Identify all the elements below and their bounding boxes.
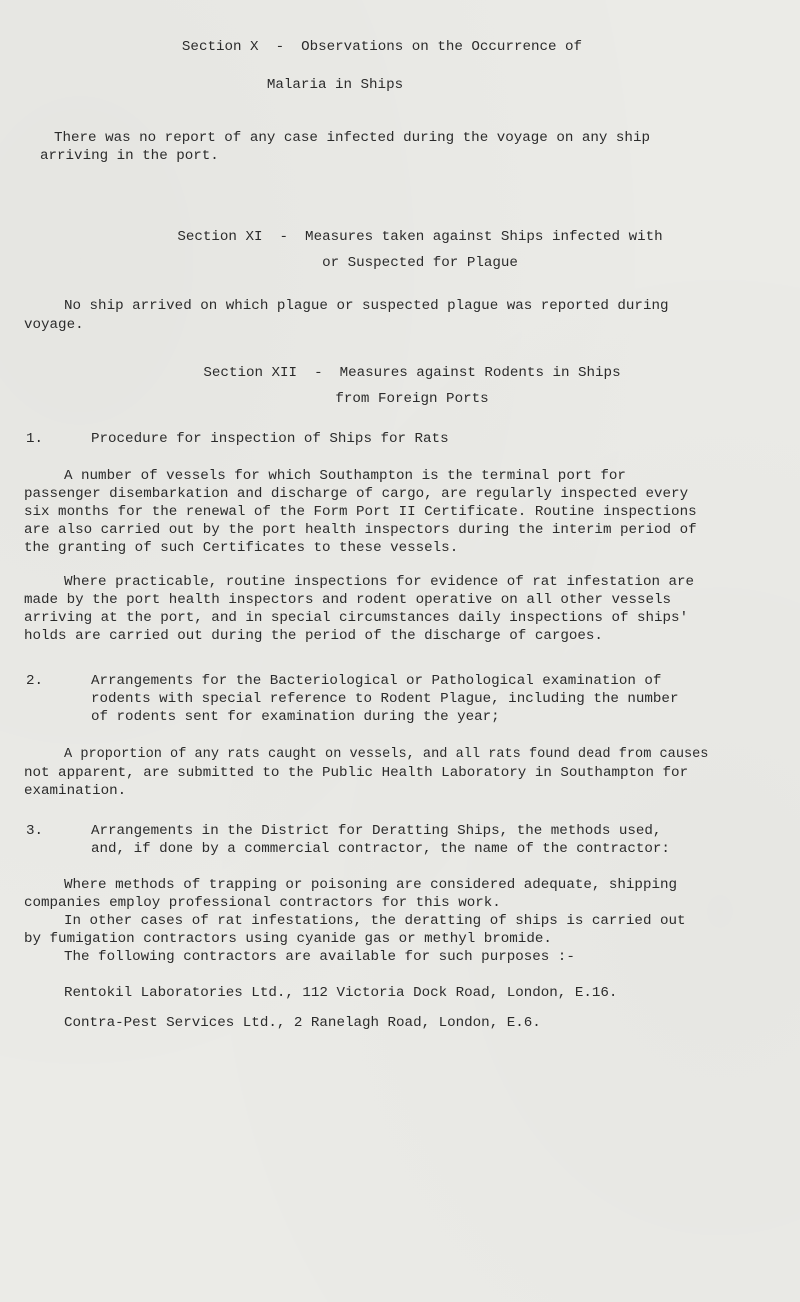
item-1-para1-line: six months for the renewal of the Form Port II Certificate. Routine inspections xyxy=(24,504,697,520)
item-1-para1-line: are also carried out by the port health inspectors during the interim period of xyxy=(24,522,697,538)
item-3-number: 3. xyxy=(26,823,44,839)
contractor-line: Rentokil Laboratories Ltd., 112 Victoria Dock Road, London, E.16. xyxy=(64,985,618,1001)
section-xi-title-line1: Section XI - Measures taken against Ships infected with xyxy=(177,229,663,245)
item-1-para2-line: made by the port health inspectors and rodent operative on all other vessels xyxy=(24,592,672,608)
item-2-number: 2. xyxy=(26,673,44,689)
section-x-para-line: arriving in the port. xyxy=(40,148,219,164)
section-xii-title-line2: from Foreign Ports xyxy=(335,391,489,407)
item-1-para2-line: Where practicable, routine inspections for evidence of rat infestation are xyxy=(64,574,695,590)
item-3-para-line: companies employ professional contractors for this work. xyxy=(24,895,501,911)
section-xii-title-line1: Section XII - Measures against Rodents in Ships xyxy=(203,365,621,381)
item-1-number: 1. xyxy=(26,431,44,447)
item-3-para-line: by fumigation contractors using cyanide gas or methyl bromide. xyxy=(24,931,552,947)
section-xi-para-line: No ship arrived on which plague or suspected plague was reported during xyxy=(64,298,669,314)
item-3-para-line: In other cases of rat infestations, the deratting of ships is carried out xyxy=(64,913,686,929)
item-3-heading-line: Arrangements in the District for Deratting Ships, the methods used, xyxy=(91,823,662,839)
item-2-heading-line: rodents with special reference to Rodent Plague, including the number xyxy=(91,691,679,707)
section-x-para-line: There was no report of any case infected during the voyage on any ship xyxy=(54,130,650,146)
item-1-para1-line: passenger disembarkation and discharge of cargo, are regularly inspected every xyxy=(24,486,689,502)
section-xi-para-line: voyage. xyxy=(24,317,84,333)
item-3-para-line: The following contractors are available for such purposes :- xyxy=(64,949,575,965)
item-1-heading: Procedure for inspection of Ships for Rats xyxy=(91,431,449,447)
item-1-para1-line: A number of vessels for which Southampton is the terminal port for xyxy=(64,468,626,484)
section-xi-title-line2: or Suspected for Plague xyxy=(322,255,518,271)
section-x-title-line1: Section X - Observations on the Occurrence of xyxy=(181,39,583,55)
item-2-para-line: examination. xyxy=(24,783,127,799)
item-3-heading-line: and, if done by a commercial contractor, the name of the contractor: xyxy=(91,841,670,857)
item-2-para-line: not apparent, are submitted to the Public Health Laboratory in Southampton for xyxy=(24,765,689,781)
item-3-para-line: Where methods of trapping or poisoning are considered adequate, shipping xyxy=(64,877,677,893)
item-2-heading-line: Arrangements for the Bacteriological or Pathological examination of xyxy=(91,673,662,689)
item-1-para1-line: the granting of such Certificates to these vessels. xyxy=(24,540,459,556)
item-1-para2-line: holds are carried out during the period of the discharge of cargoes. xyxy=(24,628,603,644)
item-2-para-line: A proportion of any rats caught on vessels, and all rats found dead from causes xyxy=(64,747,709,762)
contractor-line: Contra-Pest Services Ltd., 2 Ranelagh Road, London, E.6. xyxy=(64,1015,541,1031)
item-1-para2-line: arriving at the port, and in special circumstances daily inspections of ships' xyxy=(24,610,689,626)
section-x-title-line2: Malaria in Ships xyxy=(266,77,404,93)
item-2-heading-line: of rodents sent for examination during the year; xyxy=(91,709,500,725)
